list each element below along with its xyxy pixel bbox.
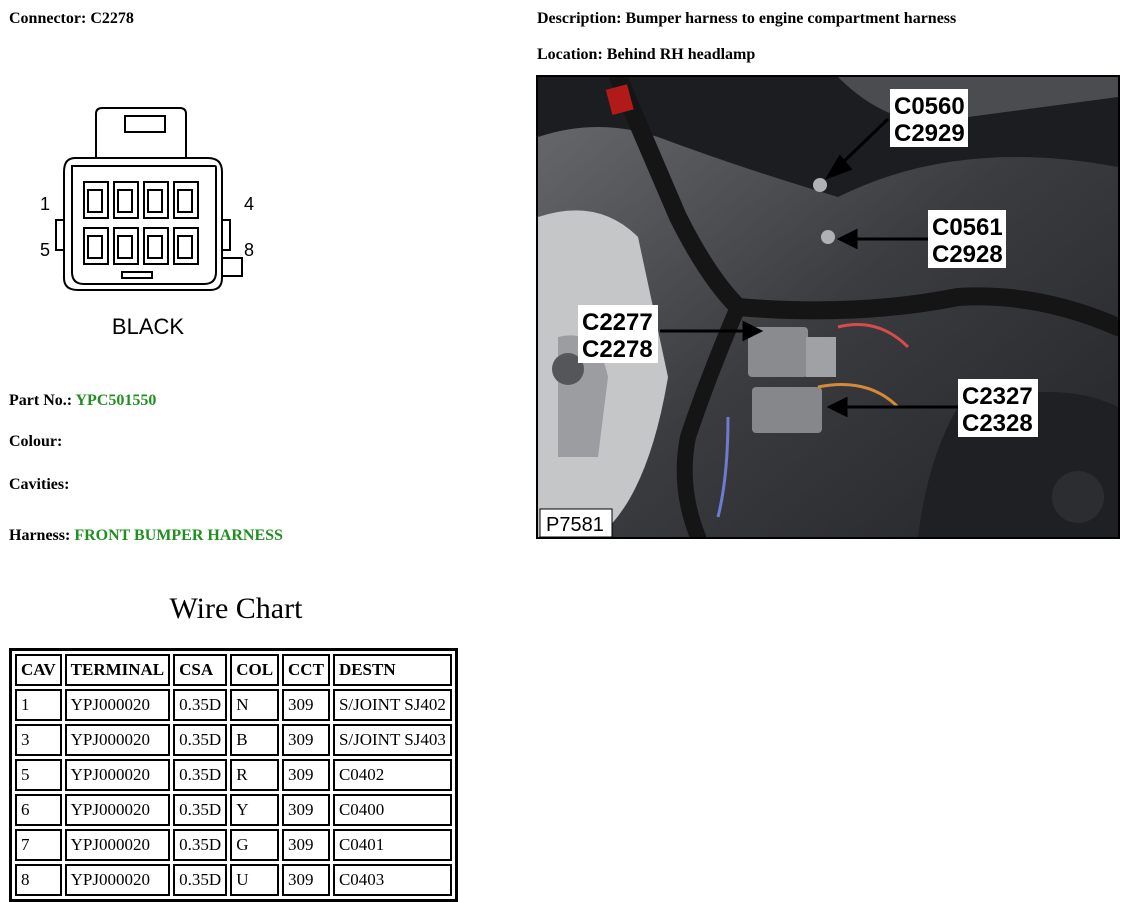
cell-csa: 0.35D <box>173 724 227 756</box>
cell-terminal: YPJ000020 <box>65 864 171 896</box>
cell-csa: 0.35D <box>173 829 227 861</box>
callout-c0560: C0560 <box>894 93 965 120</box>
connector-value: C2278 <box>90 10 134 27</box>
wire-chart-table <box>9 648 458 902</box>
callout-c2928: C2928 <box>932 241 1003 268</box>
colour-label: Colour: <box>9 433 63 450</box>
cell-terminal: YPJ000020 <box>65 794 171 826</box>
callout-c0561: C0561 <box>932 214 1003 241</box>
table-row <box>15 794 452 826</box>
cavity-row-bottom <box>84 228 198 264</box>
harness-field <box>9 527 283 545</box>
cell-cct: 309 <box>282 689 330 721</box>
table-header-row <box>15 654 452 686</box>
table-row <box>15 864 452 896</box>
cell-cct: 309 <box>282 724 330 756</box>
location-field <box>537 46 755 64</box>
pin-label-1: 1 <box>40 194 51 214</box>
cell-col: Y <box>230 794 279 826</box>
cell-cav: 3 <box>15 724 62 756</box>
cell-cct: 309 <box>282 829 330 861</box>
cell-cav: 6 <box>15 794 62 826</box>
cell-cav: 5 <box>15 759 62 791</box>
cell-terminal: YPJ000020 <box>65 689 171 721</box>
col-header-csa: CSA <box>173 654 227 686</box>
part-no-field <box>9 392 156 410</box>
callout-c2278: C2278 <box>582 336 653 363</box>
harness-label: Harness: <box>9 527 71 544</box>
cell-csa: 0.35D <box>173 759 227 791</box>
cell-col: U <box>230 864 279 896</box>
connector-color-label: BLACK <box>111 314 185 339</box>
wire-chart-title: Wire Chart <box>169 592 303 625</box>
table-row <box>15 829 452 861</box>
description-label: Description: <box>537 10 622 27</box>
cell-cct: 309 <box>282 759 330 791</box>
connector-label: Connector: <box>9 10 87 27</box>
description-field <box>537 10 956 28</box>
cell-csa: 0.35D <box>173 689 227 721</box>
cavity-row-top <box>84 182 198 218</box>
part-no-label: Part No.: <box>9 392 73 409</box>
pin-label-4: 4 <box>244 194 255 214</box>
cell-destn: S/JOINT SJ403 <box>333 724 452 756</box>
col-header-destn: DESTN <box>333 654 452 686</box>
cell-terminal: YPJ000020 <box>65 724 171 756</box>
cell-destn: C0403 <box>333 864 452 896</box>
callout-c2328: C2328 <box>962 410 1033 437</box>
part-no-value: YPC501550 <box>75 392 157 409</box>
cell-cct: 309 <box>282 864 330 896</box>
callout-c2929: C2929 <box>894 120 965 147</box>
cell-cav: 8 <box>15 864 62 896</box>
location-photo <box>536 75 1120 539</box>
table-row <box>15 759 452 791</box>
cell-col: N <box>230 689 279 721</box>
cell-cav: 1 <box>15 689 62 721</box>
cell-csa: 0.35D <box>173 864 227 896</box>
table-row <box>15 724 452 756</box>
description-value: Bumper harness to engine compartment harness <box>625 10 957 27</box>
cell-destn: S/JOINT SJ402 <box>333 689 452 721</box>
cell-col: R <box>230 759 279 791</box>
cell-terminal: YPJ000020 <box>65 829 171 861</box>
table-row <box>15 689 452 721</box>
callout-c2327: C2327 <box>962 383 1033 410</box>
cell-col: B <box>230 724 279 756</box>
connector-face-diagram <box>30 100 270 350</box>
cell-cct: 309 <box>282 794 330 826</box>
col-header-cav: CAV <box>15 654 62 686</box>
col-header-col: COL <box>230 654 279 686</box>
cell-destn: C0401 <box>333 829 452 861</box>
col-header-terminal: TERMINAL <box>65 654 171 686</box>
cell-destn: C0402 <box>333 759 452 791</box>
cell-destn: C0400 <box>333 794 452 826</box>
cell-cav: 7 <box>15 829 62 861</box>
connector-field <box>9 10 134 28</box>
harness-value: FRONT BUMPER HARNESS <box>74 527 283 544</box>
location-value: Behind RH headlamp <box>606 46 756 63</box>
cell-terminal: YPJ000020 <box>65 759 171 791</box>
col-header-cct: CCT <box>282 654 330 686</box>
location-label: Location: <box>537 46 603 63</box>
cavities-label: Cavities: <box>9 476 70 493</box>
callout-c2277: C2277 <box>582 309 653 336</box>
photo-id-label: P7581 <box>546 514 604 536</box>
pin-label-5: 5 <box>40 240 51 260</box>
cell-csa: 0.35D <box>173 794 227 826</box>
pin-label-8: 8 <box>244 240 255 260</box>
cell-col: G <box>230 829 279 861</box>
